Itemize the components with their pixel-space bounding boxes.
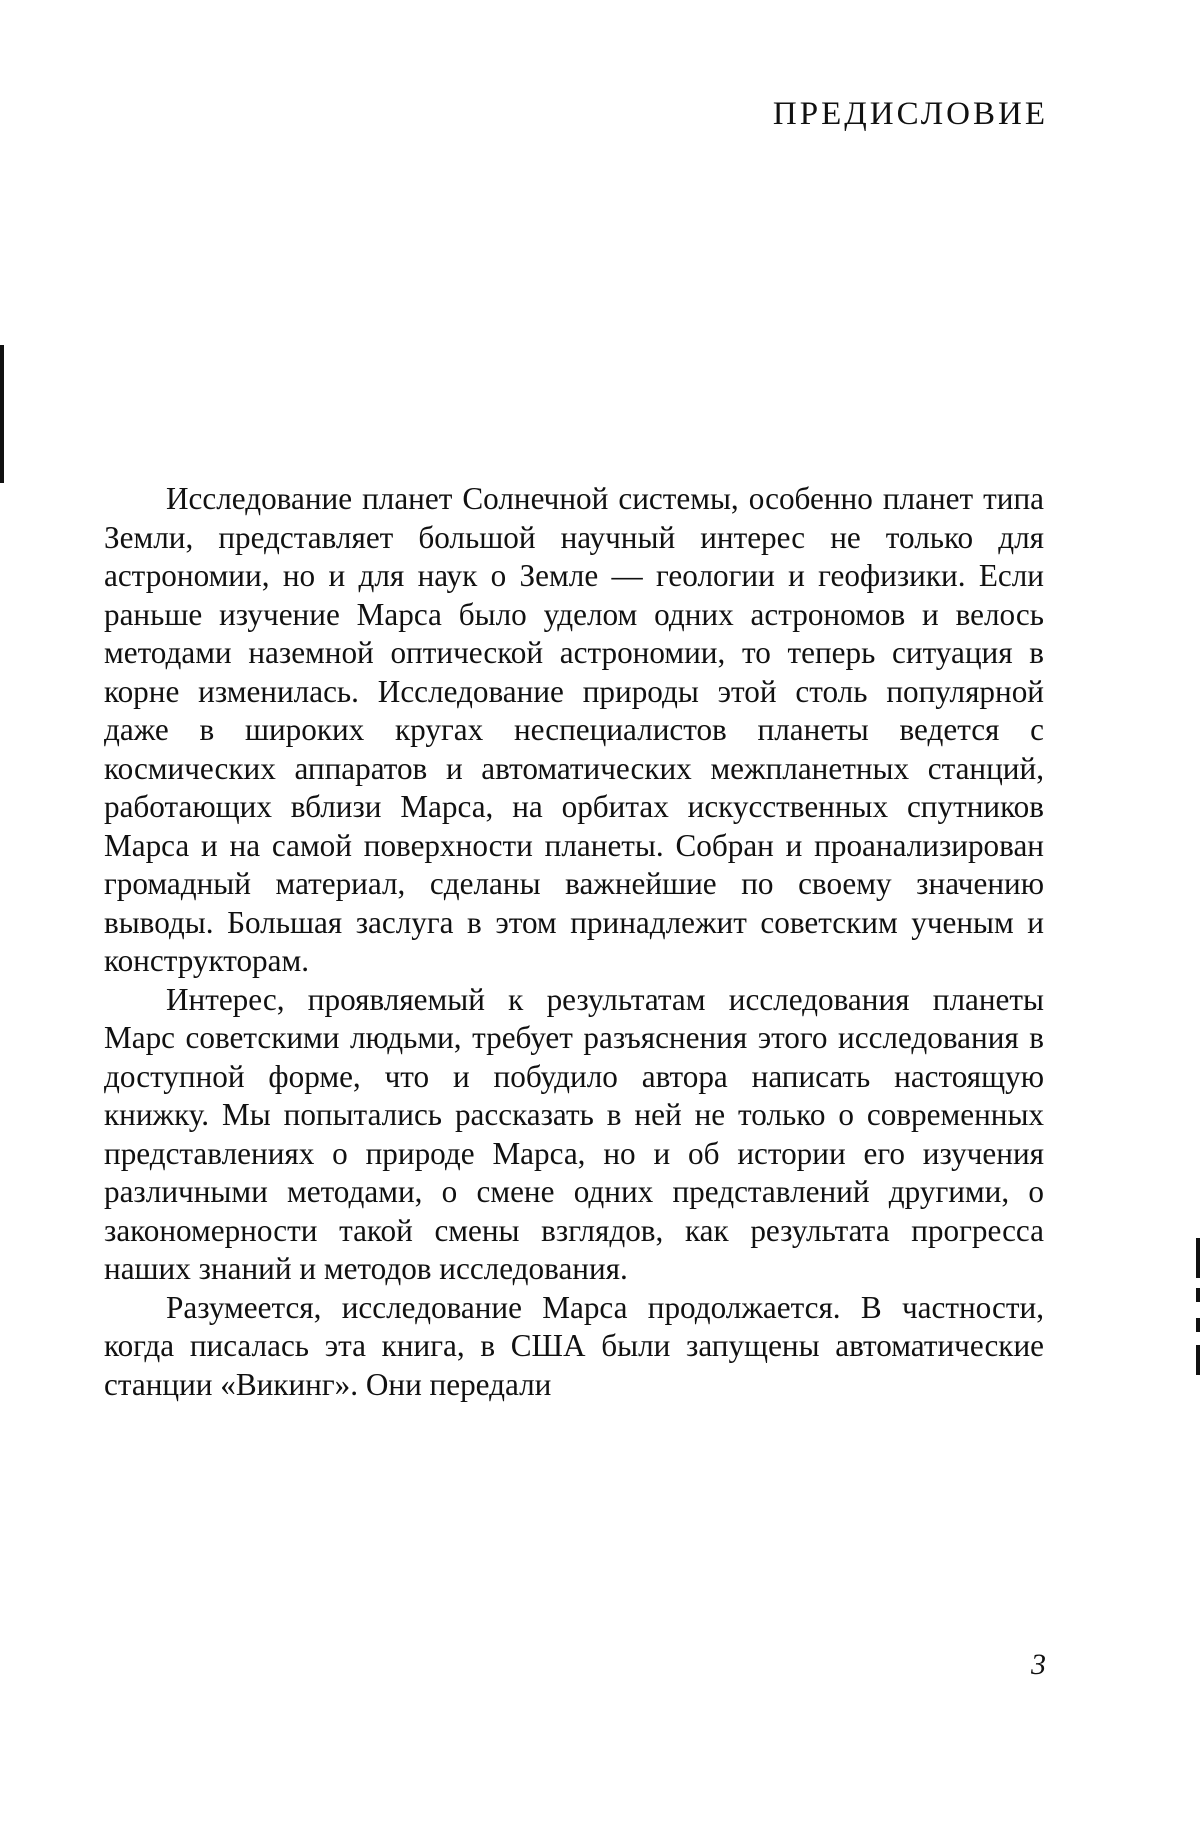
paragraph: Разумеется, исследование Марса продолжается. В частности, когда писалась эта книга, в США были запущены автоматические станции «Викинг». Они передали (104, 1289, 1044, 1402)
scan-edge-mark-left (0, 345, 4, 483)
scan-edge-mark-right (1196, 1288, 1200, 1302)
body-text (104, 480, 1044, 1404)
chapter-heading: ПРЕДИСЛОВИЕ (772, 96, 1048, 132)
paragraph: Интерес, проявляемый к результатам исследования планеты Марс советскими людьми, требует разъяснения этого исследования в доступной форме, что и побудило автора написать настоящую книжку. Мы попытались рассказать в ней не только о современных представлениях о природе Марса, но и об истории его изучения различными методами, о смене одних представлений другими, о закономерности такой смены взглядов, как результата прогресса наших знаний и методов исследования. (104, 981, 1044, 1286)
paragraph: Исследование планет Солнечной системы, особенно планет типа Земли, представляет большой научный интерес не только для астрономии, но и для наук о Земле — геологии и геофизики. Если раньше изучение Марса было уделом одних астрономов и велось методами наземной оптической астрономии, то теперь ситуация в корне изменилась. Исследование природы этой столь популярной даже в широких кругах неспециалистов планеты ведется с космических аппаратов и автоматических межпланетных станций, работающих вблизи Марса, на орбитах искусственных спутников Марса и на самой поверхности планеты. Собран и проанализирован громадный материал, сделаны важнейшие по своему значению выводы. Большая заслуга в этом принадлежит советским ученым и конструкторам. (104, 481, 1044, 978)
scan-edge-mark-right (1196, 1318, 1200, 1332)
scan-edge-mark-right (1196, 1345, 1200, 1375)
scan-edge-mark-right (1196, 1238, 1200, 1278)
page-number: 3 (1031, 1648, 1046, 1681)
